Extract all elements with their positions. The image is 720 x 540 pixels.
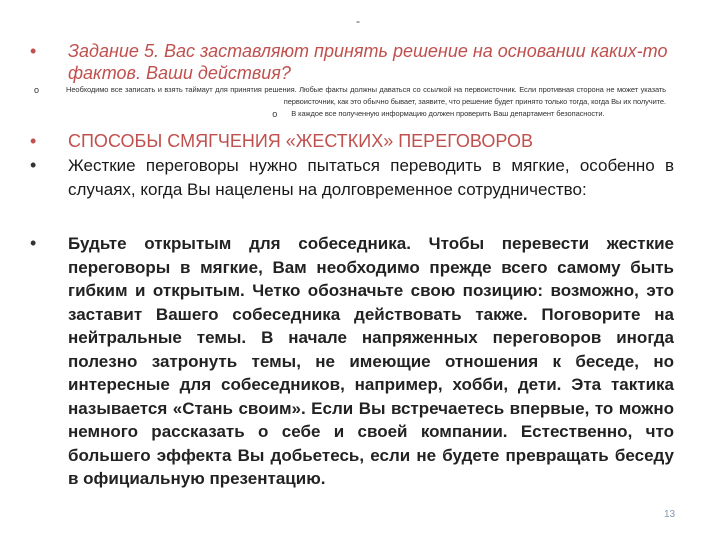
heading-item [30, 130, 533, 152]
note-text-2: В каждое все полученную информацию должен проверить Ваш департамент безопасности. [291, 109, 605, 118]
paragraph-item-2 [30, 232, 674, 491]
note-item-2 [30, 108, 690, 120]
paragraph-item-1 [30, 154, 674, 201]
top-mark: - [356, 14, 360, 28]
note-item [30, 84, 690, 108]
bullet-icon: • [30, 155, 37, 175]
bullet-icon: • [30, 41, 37, 61]
paragraph-1: Жесткие переговоры нужно пытаться переводить в мягкие, особенно в случаях, когда Вы нацелены на долговременное сотрудничество: [68, 156, 674, 199]
section-heading: СПОСОБЫ СМЯГЧЕНИЯ «ЖЕСТКИХ» ПЕРЕГОВОРОВ [68, 131, 533, 151]
bullet-icon: • [30, 233, 37, 253]
paragraph-2: Будьте открытым для собеседника. Чтобы перевести жесткие переговоры в мягкие, Вам необходимо прежде всего самому быть гибким и открытым. Четко обозначьте свою позицию: возможно, это заставит Вашего собеседника действовать также. Поговорите на нейтральные темы. В начале напряженных переговоров иногда полезно затронуть темы, не имеющие отношения к беседе, но интересные для собеседников, например, хобби, дети. Эта тактика называется «Стань своим». Если Вы встречаетесь впервые, то можно немного рассказать о себе и своей компании. Естественно, что большего эффекта Вы добьетесь, если не будете превращать беседу в официальную презентацию. [68, 234, 674, 488]
task-text: Задание 5. Вас заставляют принять решение на основании каких-то фактов. Ваши действия? [68, 41, 668, 83]
note-text: Необходимо все записать и взять таймаут для принятия решения. Любые факты должны даваться со ссылкой на первоисточник. Если противная сторона не может указать первоисточник, как это обычно бывает, заявите, что решение будет принято только тогда, когда Вы их получите. [66, 85, 666, 106]
sub-bullet-icon: o [34, 85, 40, 95]
page-number: 13 [664, 509, 676, 520]
bullet-icon: • [30, 131, 37, 151]
task-item [30, 40, 690, 84]
sub-bullet-icon: o [272, 109, 278, 119]
